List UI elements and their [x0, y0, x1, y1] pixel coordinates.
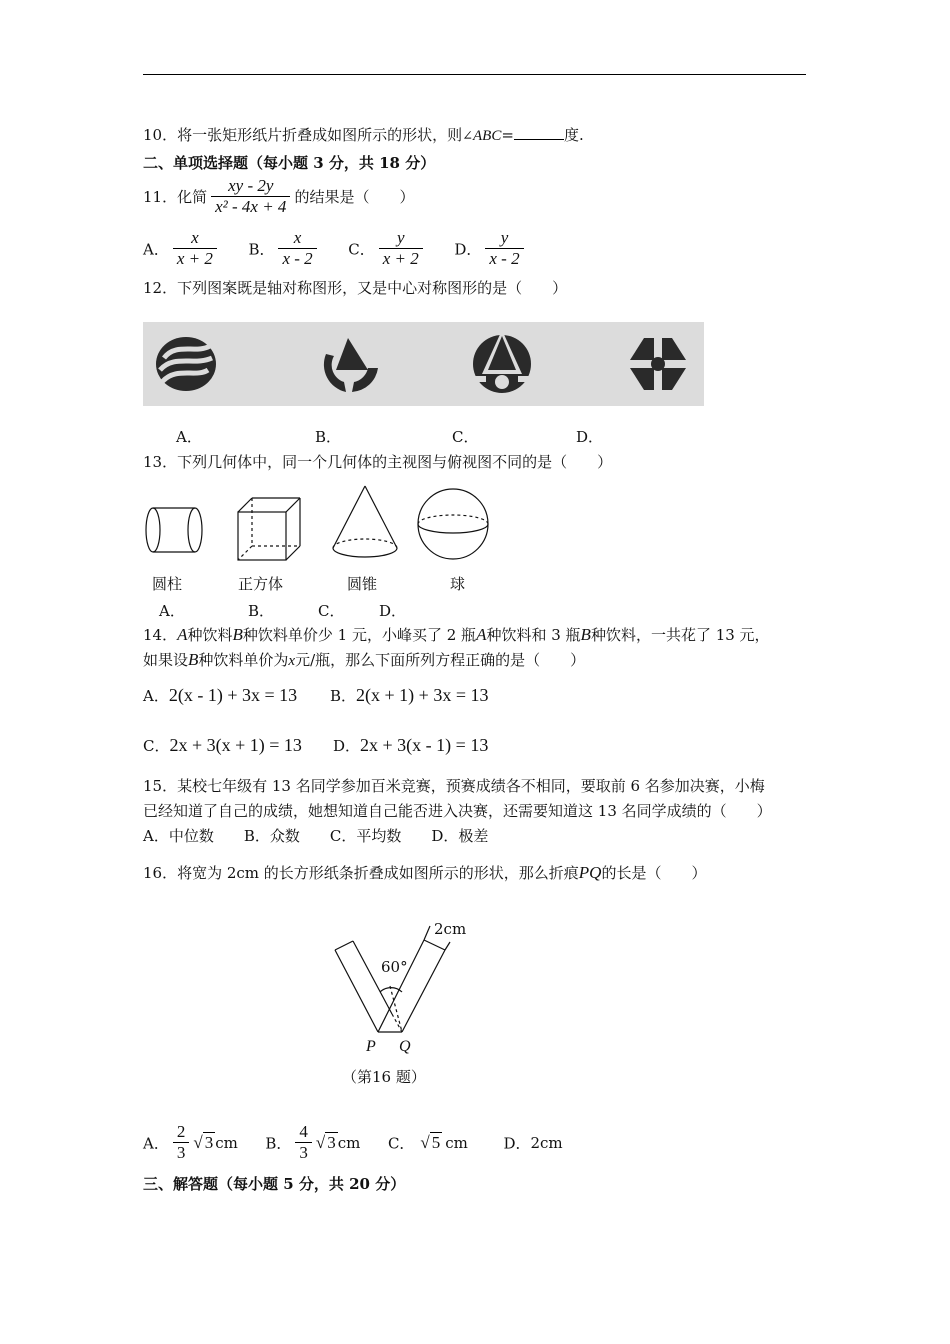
fraction-denominator: 3 — [176, 1143, 186, 1162]
shape-name-cylinder: 圆柱 — [152, 575, 183, 593]
q12-label-c[interactable]: C． — [452, 428, 479, 446]
question-13: 13．下列几何体中，同一个几何体的主视图与俯视图不同的是（ ） — [143, 453, 613, 471]
question-14-line-2 — [143, 649, 585, 670]
text-segment: 元/瓶，那么下面所列方程正确的是（ ） — [295, 651, 586, 669]
fraction-numerator: y — [379, 228, 423, 249]
question-10 — [143, 124, 584, 145]
fraction-denominator: x - 2 — [489, 249, 520, 268]
fraction-expression — [211, 176, 290, 217]
option-label: C． — [143, 737, 170, 755]
q14-option-b[interactable] — [330, 685, 488, 706]
question-12: 12．下列图案既是轴对称图形，又是中心对称图形的是（ ） — [143, 279, 568, 297]
text-segment: 种饮料单价少 1 元，小峰买了 2 瓶 — [242, 626, 477, 644]
option-equation: 2(x + 1) + 3x = 13 — [356, 685, 489, 705]
cylinder-icon — [146, 508, 202, 552]
symbol-images — [143, 322, 704, 406]
shape-name-cube: 正方体 — [238, 575, 284, 593]
question-suffix: 的结果是（ ） — [294, 188, 415, 206]
q15-options[interactable]: A．中位数 B．众数 C．平均数 D．极差 — [143, 827, 489, 845]
sqrt-symbol: √ 5 — [420, 1132, 441, 1152]
crease-name: PQ — [578, 863, 602, 882]
question-prefix: 化简 — [177, 188, 208, 206]
text-segment: 如果设 — [143, 651, 189, 669]
question-16 — [143, 862, 706, 883]
q12-label-a[interactable]: A． — [176, 428, 202, 446]
option-label: A． — [143, 1134, 169, 1152]
question-11 — [143, 176, 414, 217]
unit: cm — [445, 1133, 468, 1152]
q12-label-b[interactable]: B． — [315, 428, 342, 446]
section-heading-3: 三、解答题（每小题 5 分，共 20 分） — [143, 1175, 406, 1193]
option-fraction — [485, 228, 523, 269]
fraction-denominator: x + 2 — [176, 249, 213, 268]
sqrt-symbol: √ 3 — [193, 1132, 214, 1152]
q13-label-c[interactable]: C． — [318, 602, 345, 620]
q11-options — [143, 228, 528, 269]
cone-icon — [333, 486, 397, 557]
option-d[interactable] — [454, 228, 527, 268]
geometry-solids-figure — [140, 482, 500, 562]
text-segment: 种饮料单价为 — [198, 651, 289, 669]
option-fraction — [173, 228, 217, 269]
point-p-label: P — [366, 1038, 376, 1055]
equals-sign: = — [501, 126, 514, 144]
q16-option-c[interactable] — [388, 1133, 468, 1151]
var-b: B — [232, 625, 243, 644]
logo-c-icon — [472, 330, 532, 393]
option-label: D． — [503, 1134, 531, 1152]
question-tail: 的长是（ ） — [601, 864, 707, 882]
angle-symbol: ∠ — [462, 129, 474, 144]
q16-options — [143, 1122, 563, 1163]
fraction-denominator: x² - 4x + 4 — [215, 197, 287, 216]
fraction-denominator: x + 2 — [382, 249, 419, 268]
answer-blank — [514, 125, 564, 140]
figure-caption: （第16 题） — [342, 1068, 426, 1086]
point-q-label: Q — [399, 1038, 411, 1055]
option-c[interactable] — [348, 228, 427, 268]
question-15-line-2: 已经知道了自己的成绩，她想知道自己能否进入决赛，还需要知道这 13 名同学成绩的（ ） — [143, 802, 772, 820]
section-heading-2: 二、单项选择题（每小题 3 分，共 18 分） — [143, 154, 436, 172]
option-fraction — [379, 228, 423, 269]
var-a: A — [476, 625, 487, 644]
question-14-line-1 — [143, 624, 770, 645]
shape-name-cone: 圆锥 — [347, 575, 378, 593]
option-equation: 2x + 3(x + 1) = 13 — [169, 735, 302, 755]
symbol-images-strip — [143, 322, 704, 406]
option-b[interactable] — [248, 228, 320, 268]
option-coefficient — [173, 1122, 190, 1163]
logo-d-icon — [630, 338, 686, 390]
fraction-numerator: x — [278, 228, 316, 249]
var-x: x — [288, 653, 296, 669]
question-number: 10． — [143, 126, 178, 144]
logo-b-icon — [324, 338, 378, 392]
radicand: 5 — [431, 1132, 441, 1152]
fraction-denominator: 3 — [299, 1143, 308, 1162]
q16-option-b[interactable] — [265, 1122, 361, 1162]
fraction-numerator: 2 — [173, 1122, 190, 1143]
option-label: B． — [248, 240, 275, 258]
q13-label-a[interactable]: A． — [159, 602, 185, 620]
unit: cm — [215, 1133, 238, 1152]
option-value: 2cm — [530, 1133, 563, 1152]
folded-strip-icon — [335, 926, 450, 1032]
radicand: 3 — [204, 1132, 214, 1152]
option-label: D． — [333, 737, 361, 755]
var-a: A — [177, 625, 188, 644]
sqrt-symbol: √ 3 — [315, 1132, 336, 1152]
fraction-numerator: xy - 2y — [211, 176, 290, 197]
radicand: 3 — [327, 1132, 336, 1152]
q16-option-d[interactable] — [503, 1133, 562, 1151]
question-15-line-1: 15．某校七年级有 13 名同学参加百米竞赛，预赛成绩各不相同，要取前 6 名参加决赛，小梅 — [143, 777, 765, 795]
figure-angle-label: 60° — [381, 958, 408, 976]
question-text: 16．将宽为 2cm 的长方形纸条折叠成如图所示的形状，那么折痕 — [143, 864, 579, 882]
q14-option-d[interactable] — [333, 735, 488, 756]
unit: cm — [337, 1133, 361, 1152]
figure-width-label: 2cm — [434, 920, 467, 938]
question-text: 将一张矩形纸片折叠成如图所示的形状，则 — [177, 126, 463, 144]
option-label: C． — [387, 1134, 415, 1152]
q12-label-d[interactable]: D． — [576, 428, 604, 446]
q13-label-d[interactable]: D． — [379, 602, 407, 620]
option-equation: 2x + 3(x - 1) = 13 — [360, 735, 489, 755]
fraction-denominator: x - 2 — [282, 249, 313, 268]
q14-option-a[interactable] — [143, 685, 297, 706]
q16-option-a[interactable] — [143, 1122, 238, 1162]
question-number: 11． — [143, 188, 178, 206]
fraction-numerator: 4 — [295, 1122, 312, 1143]
sphere-icon — [418, 489, 488, 559]
question-number: 14． — [143, 626, 178, 644]
shape-name-sphere: 球 — [450, 575, 466, 593]
q14-option-c[interactable] — [143, 735, 302, 756]
option-label: B． — [330, 687, 357, 705]
option-coefficient — [295, 1122, 312, 1163]
option-label: B． — [265, 1134, 292, 1152]
option-label: A． — [143, 687, 169, 705]
option-label: C． — [348, 240, 375, 258]
var-b: B — [188, 650, 199, 669]
angle-name: ABC — [473, 128, 502, 144]
fraction-numerator: y — [485, 228, 523, 249]
fraction-numerator: x — [173, 228, 217, 249]
var-b: B — [580, 625, 591, 644]
option-label: D． — [454, 240, 482, 258]
text-segment: 种饮料 — [187, 626, 233, 644]
logo-a-icon — [156, 337, 216, 391]
option-fraction — [278, 228, 316, 269]
text-segment: 种饮料和 3 瓶 — [486, 626, 581, 644]
q13-label-b[interactable]: B． — [248, 602, 275, 620]
question-tail: 度. — [563, 126, 584, 144]
option-a[interactable] — [143, 228, 221, 268]
option-equation: 2(x - 1) + 3x = 13 — [168, 685, 298, 705]
option-label: A． — [143, 240, 169, 258]
header-rule — [143, 74, 806, 75]
text-segment: 种饮料，一共花了 13 元， — [590, 626, 770, 644]
cube-icon — [238, 498, 300, 560]
